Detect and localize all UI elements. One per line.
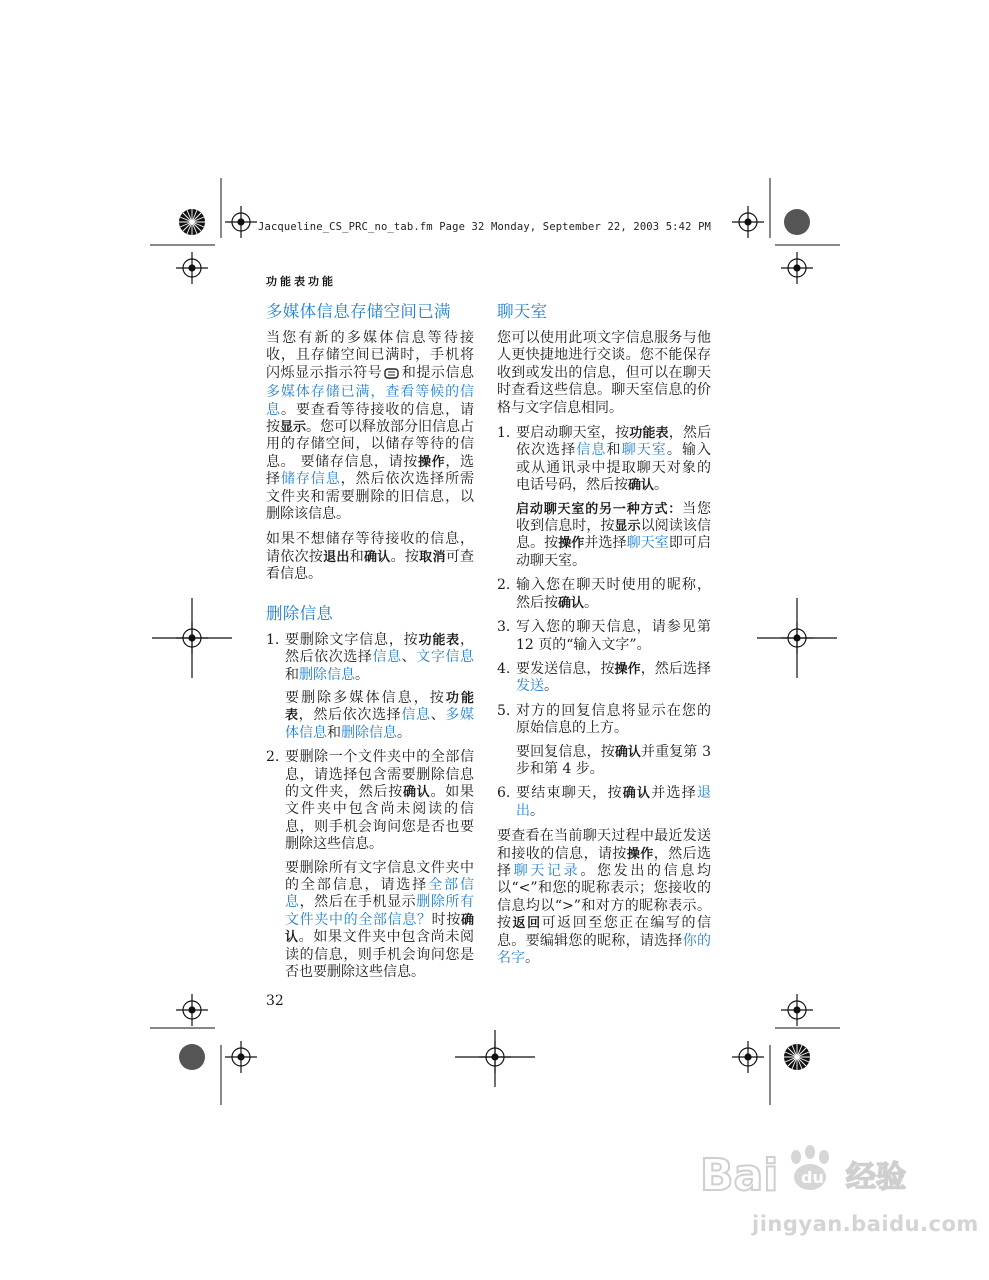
list-item: 4. 要发送信息，按操作，然后选择发送。 xyxy=(497,660,711,695)
watermark-url: jingyan.baidu.com xyxy=(752,1212,979,1236)
link-mms-full-text: 多媒体存储已满，查看等候的信息 xyxy=(266,384,474,418)
page-number: 32 xyxy=(266,993,284,1009)
svg-text:du: du xyxy=(801,1168,824,1187)
paragraph-mms-storage-1: 当您有新的多媒体信息等待接收，且存储空间已满时，手机将闪烁显示指示符号 和提示信息多媒体存储已满，查看等候的信息。要查看等待接收的信息，请按显示。您可以释放部分旧信息占用的存储空间，以储存等待的信息。 要储存信息，请按操作，选择储存信息，然后依次选择所需文件夹和需要删除的旧信息，以删除该信息。 xyxy=(266,330,475,523)
list-item: 6. 要结束聊天，按确认并选择退出。 xyxy=(497,785,711,819)
paragraph-mms-storage-2: 如果不想储存等待接收的信息，请依次按退出和确认。按取消可查看信息。 xyxy=(266,531,475,583)
paragraph-chat-outro: 要查看在当前聊天过程中最近发送和接收的信息，请按操作，然后选择聊天记录。您发出的信息均以“<”和您的昵称表示；您接收的信息均以“>”和对方的昵称表示。按返回可返回至您正在编写的信息。要编辑您的昵称，请选择你的名字。 xyxy=(497,828,712,966)
baidu-paw-icon xyxy=(700,1135,940,1205)
list-item: 3. 写入您的聊天信息，请参见第 12 页的“输入文字”。 xyxy=(497,619,711,653)
baidu-watermark xyxy=(700,1135,940,1209)
list-item: 1. 要启动聊天室，按功能表，然后依次选择信息和聊天室。输入或从通讯录中提取聊天对象的电话号码，然后按确认。 启动聊天室的另一种方式：当您收到信息时，按显示以阅读该信息。按操作并选择聊天室即可启动聊天室。 xyxy=(497,425,712,569)
heading-mms-storage-full: 多媒体信息存储空间已满 xyxy=(266,302,451,321)
svg-text:Bai: Bai xyxy=(700,1150,779,1201)
heading-delete-messages: 删除信息 xyxy=(266,603,334,623)
paragraph-chat-intro: 您可以使用此项文字信息服务与他人更快捷地进行交谈。您不能保存收到或发出的信息，但可以在聊天时查看这些信息。聊天室信息的价格与文字信息相同。 xyxy=(497,330,711,416)
list-item: 2. 输入您在聊天时使用的昵称，然后按确认。 xyxy=(497,577,711,611)
file-header-line: Jacqueline_CS_PRC_no_tab.fm Page 32 Monday, September 22, 2003 5:42 PM xyxy=(258,221,712,233)
heading-chat-room: 聊天室 xyxy=(497,302,548,321)
section-label: 功能表功能 xyxy=(266,275,336,288)
svg-text:经验: 经验 xyxy=(846,1160,906,1195)
list-item: 5. 对方的回复信息将显示在您的原始信息的上方。 要回复信息，按确认并重复第 3 步和第 4 步。 xyxy=(497,702,711,777)
list-item: 2. 要删除一个文件夹中的全部信息，请选择包含需要删除信息的文件夹，然后按确认。如果文件夹中包含尚未阅读的信息，则手机会询问您是否也要删除这些信息。 要删除所有文字信息文件夹中的全部信息，请选择全部信息，然后在手机显示删除所有文件夹中的全部信息？时按确认。如果文件夹中包含尚未阅读的信息，则手机会询问您是否也要删除这些信息。 xyxy=(266,749,475,980)
list-item: 1. 要删除文字信息，按功能表，然后依次选择信息、文字信息和删除信息。 要删除多媒体信息，按功能表，然后依次选择信息、多媒体信息和删除信息。 xyxy=(266,631,475,741)
